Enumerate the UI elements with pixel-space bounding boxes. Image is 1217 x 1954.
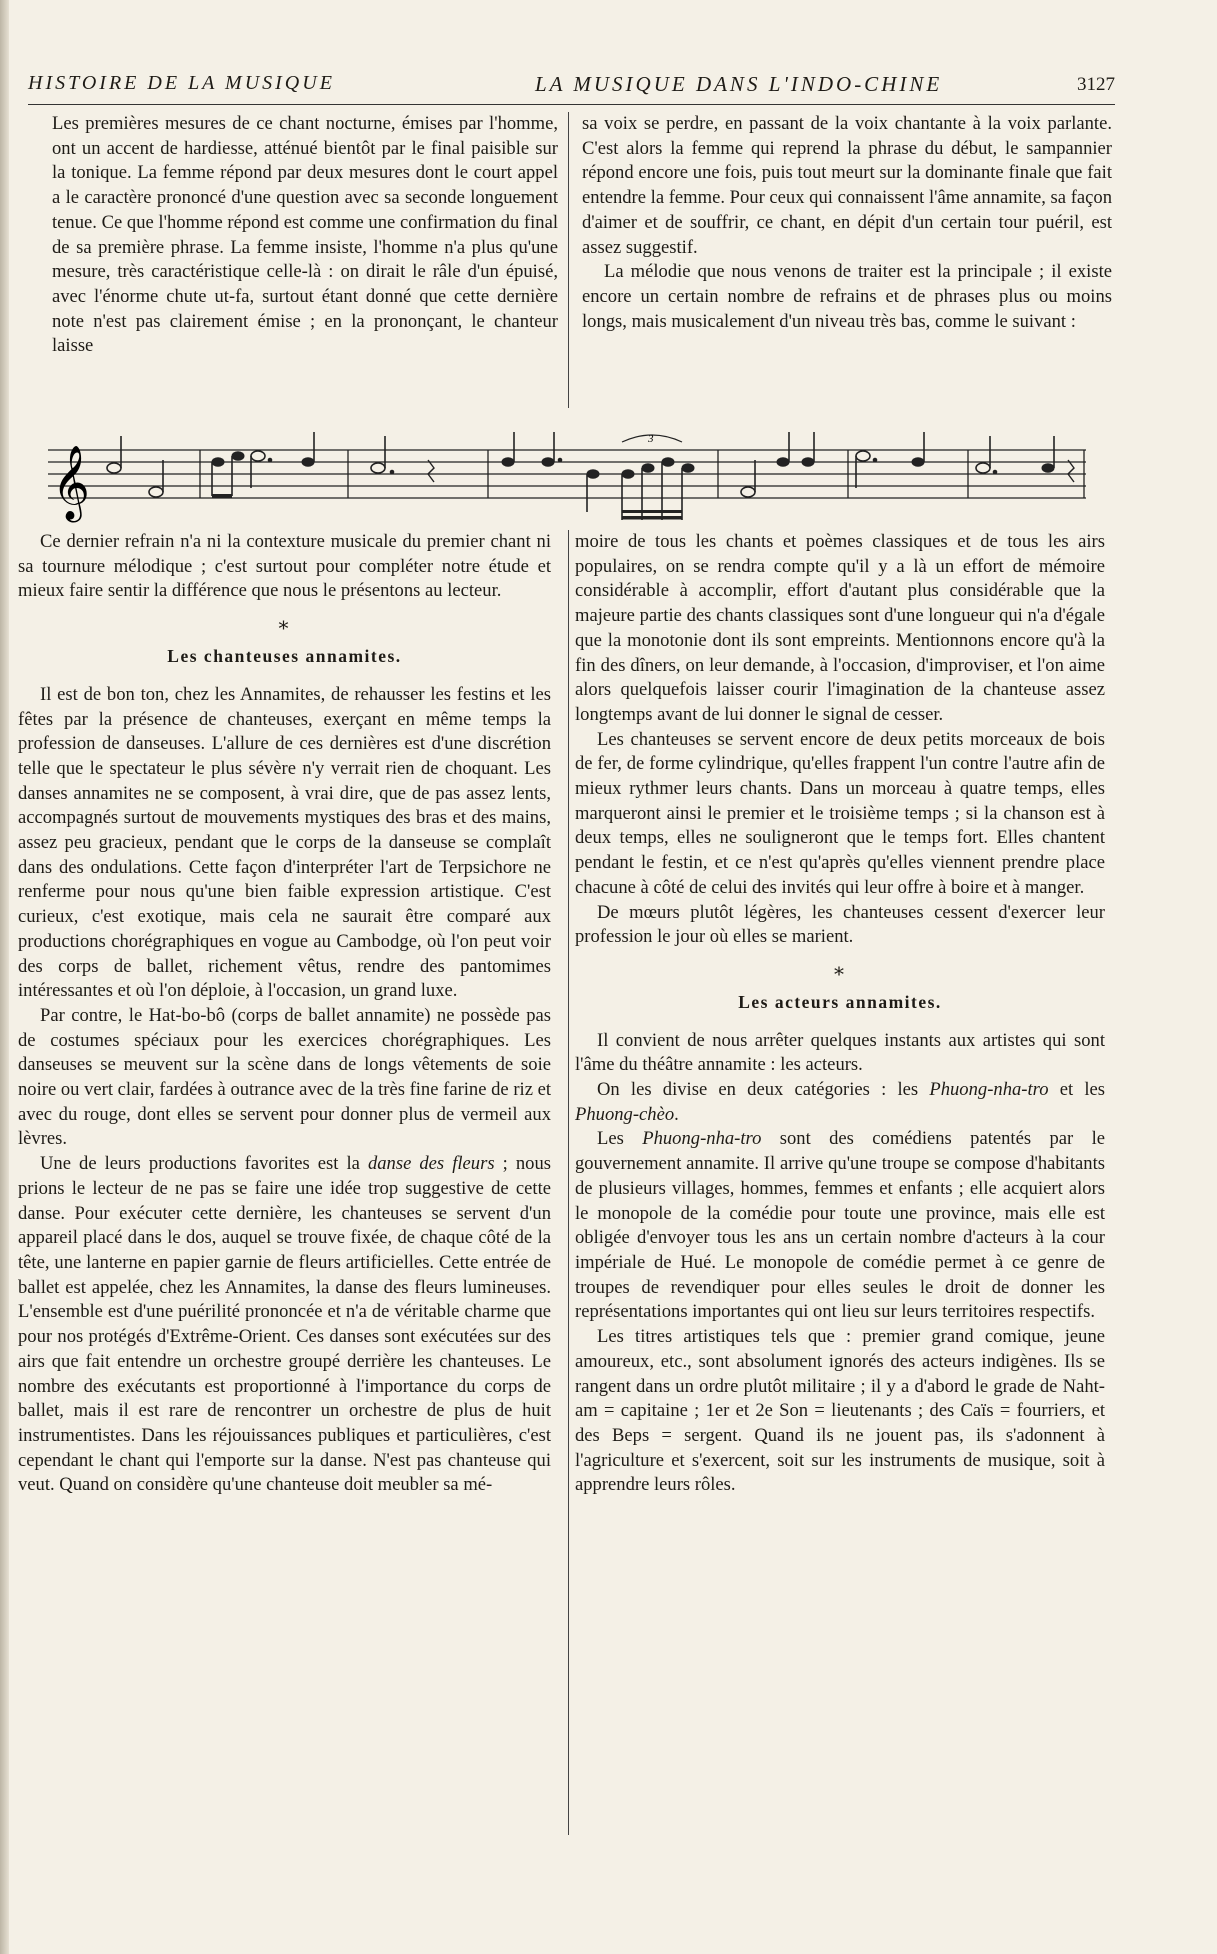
music-staff <box>48 430 1086 530</box>
paragraph <box>575 1127 1105 1325</box>
treble-clef: 𝄞 <box>52 446 90 520</box>
text-run: et les <box>1048 1079 1105 1101</box>
italic-term: Phuong-chèo <box>575 1103 675 1125</box>
paragraph: Il convient de nous arrêter quelques instants aux artistes qui sont l'âme du théâtre annamite : les acteurs. <box>575 1029 1105 1076</box>
triplet-mark: 3 <box>648 433 654 445</box>
bottom-right-column <box>575 530 1105 1498</box>
bottom-left-column <box>18 530 551 1498</box>
italic-term: danse des fleurs <box>367 1153 495 1175</box>
paragraph: sa voix se perdre, en passant de la voix chantante à la voix parlante. C'est alors la femme qui reprend la phrase du début, le sampannier répond encore une fois, puis tout meurt sur la dominante finale que fait entendre la femme. Pour ceux qui connaissent l'âme annamite, sa façon d'aimer et de souffrir, ce chant, en dépit d'un certain tour puéril, est assez suggestif. <box>582 113 1112 258</box>
text-run: On les divise en deux catégories : les <box>597 1079 930 1101</box>
text-run: Les <box>597 1128 643 1150</box>
section-ornament: ⁎ <box>834 957 846 980</box>
paragraph <box>575 1078 1105 1127</box>
book-spine-edge <box>0 0 9 1954</box>
top-left-column <box>52 112 558 359</box>
beams-and-dots <box>212 458 997 520</box>
paragraph: Ce dernier refrain n'a ni la contexture musicale du premier chant ni sa tournure mélodique ; c'est surtout pour compléter notre étude et mieux faire sentir la différence que nous le présentons au lecteur. <box>18 531 551 602</box>
column-divider <box>568 112 569 408</box>
text-run: sont des comédiens patentés par le gouvernement annamite. Il arrive qu'une troupe se compose d'habitants de plusieurs villages, hommes, femmes et enfants ; elle acquiert alors le monopole de la comédie pour toute une province, mais elle est obligée d'envoyer tous les ans un certain nombre d'acteurs à la cour impériale de Hué. Le monopole de comédie permet à ce genre de troupes de revendiquer pour elles seules le droit de donner les représentations importantes qui ont lieu sur leurs territoires respectifs. <box>575 1128 1105 1323</box>
header-chapter-title: LA MUSIQUE DANS L'INDO-CHINE <box>535 72 943 96</box>
text-run: ; nous prions le lecteur de ne pas se faire une idée trop suggestive de cette danse. Pour exécuter cette dernière, les chanteuses se servent d'un appareil placé dans le dos, auquel se trouve fixée, de chaque côté de la tête, une lanterne en papier garnie de fleurs artificielles. Cette entrée de ballet est appelée, chez les Annamites, la danse des fleurs lumineuses. L'ensemble est d'une puérilité prononcée et n'a de véritable charme que pour nos protégés d'Extrême-Orient. Ces danses sont exécutées sur des airs que fait entendre un orchestre groupé derrière les chanteuses. Le nombre des exécutants est proportionné à l'importance du corps de ballet, mais il est rare de rencontrer un orchestre de plus de huit instrumentistes. Dans les réjouissances publiques et particulières, c'est cependant le chant qui l'emporte sur la danse. N'est pas chanteuse qui veut. Quand on considère qu'une chanteuse doit meubler sa mé- <box>18 1153 551 1496</box>
paragraph <box>18 1152 551 1498</box>
running-header <box>28 72 1115 102</box>
paragraph: Les chanteuses se servent encore de deux petits morceaux de bois de fer, de forme cylindrique, qu'elles frappent l'un contre l'autre afin de mieux rythmer leurs chants. Dans un morceau à quatre temps, elles marqueront ainsi le premier et le troisième temps ; si la chanson est à deux temps, elles ne souligneront que le temps fort. Elles chantent pendant le festin, et ce n'est qu'après qu'elles viennent prendre place chacune à côté de celui des invités qui leur offre à boire et à manger. <box>575 728 1105 898</box>
paragraph: De mœurs plutôt légères, les chanteuses cessent d'exercer leur profession le jour où elles se marient. <box>575 901 1105 948</box>
header-book-title: HISTOIRE DE LA MUSIQUE <box>28 72 335 94</box>
italic-term: Phuong-nha-tro <box>929 1079 1049 1101</box>
paragraph: moire de tous les chants et poèmes classiques et de tous les airs populaires, on se rendra compte qu'il y a là un effort de mémoire considérable à accomplir, effort d'autant plus considérable que la majeure partie des chants classiques sont d'une longueur qui n'a d'égale que la monotonie dont ils sont empreints. Mentionnons encore qu'à la fin des dîners, on leur demande, à l'occasion, d'improviser, et l'on aime alors quelquefois laisser courir l'imagination de la chanteuse assez longtemps avant de lui donner le signal de cesser. <box>575 531 1105 725</box>
paragraph: La mélodie que nous venons de traiter est la principale ; il existe encore un certain nombre de refrains et de phrases plus ou moins longs, mais musicalement d'un niveau très bas, comme le suivant : <box>582 261 1112 332</box>
paragraph: Par contre, le Hat-bo-bô (corps de ballet annamite) ne possède pas de costumes spéciaux pour les exercices chorégraphiques. Les danseuses se meuvent sur la scène dans de longs vêtements de soie noire ou vert clair, fardées à outrance avec de la très fine farine de riz et avec du rouge, dont elles se servent pour donner plus de vermeil aux lèvres. <box>18 1004 552 1150</box>
section-title: Les acteurs annamites. <box>738 991 942 1012</box>
section-ornament: ⁎ <box>278 612 291 635</box>
paragraph: Les premières mesures de ce chant nocturne, émises par l'homme, ont un accent de hardiesse, atténué bientôt par le final paisible sur la tonique. La femme répond par deux mesures dont le court appel a le caractère prononcé d'une question avec sa seconde longuement tenue. Ce que l'homme répond est comme une confirmation du final de sa première phrase. La femme insiste, l'homme n'a plus qu'une mesure, très caractéristique celle-là : on dirait le râle d'un épuisé, avec l'énorme chute ut-fa, surtout étant donné que cette dernière note n'est pas clairement émise ; en la prononçant, le chanteur laisse <box>52 113 558 357</box>
top-right-column <box>582 112 1112 334</box>
quarter-notes <box>212 451 1055 479</box>
page-number: 3127 <box>1077 74 1115 95</box>
header-rule <box>28 104 1115 105</box>
paragraph: Il est de bon ton, chez les Annamites, de rehausser les festins et les fêtes par la présence de chanteuses, exerçant en même temps la profession de danseuses. L'allure de ces dernières est d'une discrétion telle que le spectateur le plus sévère n'y verrait rien de choquant. Les danses annamites ne se composent, à vrai dire, que de pas assez lents, accompagnés surtout de mouvements mystiques des bras et des mains, assez peu gracieux, pendant que le corps de la danseuse se complaît dans des ondulations. Cette façon d'interpréter l'art de Terpsichore ne renferme pour nous qu'une bien faible expression artistique. C'est curieux, c'est exotique, mais cela ne saurait être comparé aux productions chorégraphiques en vogue au Cambodge, où l'on peut voir des corps de ballet, richement vêtus, rendre des pantomimes intéressantes et où l'on déploie, à l'occasion, un grand luxe. <box>18 683 551 1002</box>
text-run: . <box>674 1103 679 1125</box>
section-title: Les chanteuses annamites. <box>167 646 402 667</box>
italic-term: Phuong-nha-tro <box>642 1128 762 1150</box>
paragraph: Les titres artistiques tels que : premier grand comique, jeune amoureux, etc., sont absolument ignorés des acteurs indigènes. Ils se rangent dans un ordre plutôt militaire ; il y a d'abord le grade de Naht-am = capitaine ; 1er et 2e Son = lieutenants ; des Caïs = fourriers, et des Beps = sergent. Quand ils ne jouent pas, ils s'adonnent à l'agriculture et s'exercent, soit sur les instruments de musique, soit à apprendre leurs rôles. <box>575 1326 1105 1496</box>
staff-lines <box>48 450 1086 498</box>
column-divider <box>568 530 569 1835</box>
text-run: Une de leurs productions favorites est la <box>40 1153 368 1175</box>
